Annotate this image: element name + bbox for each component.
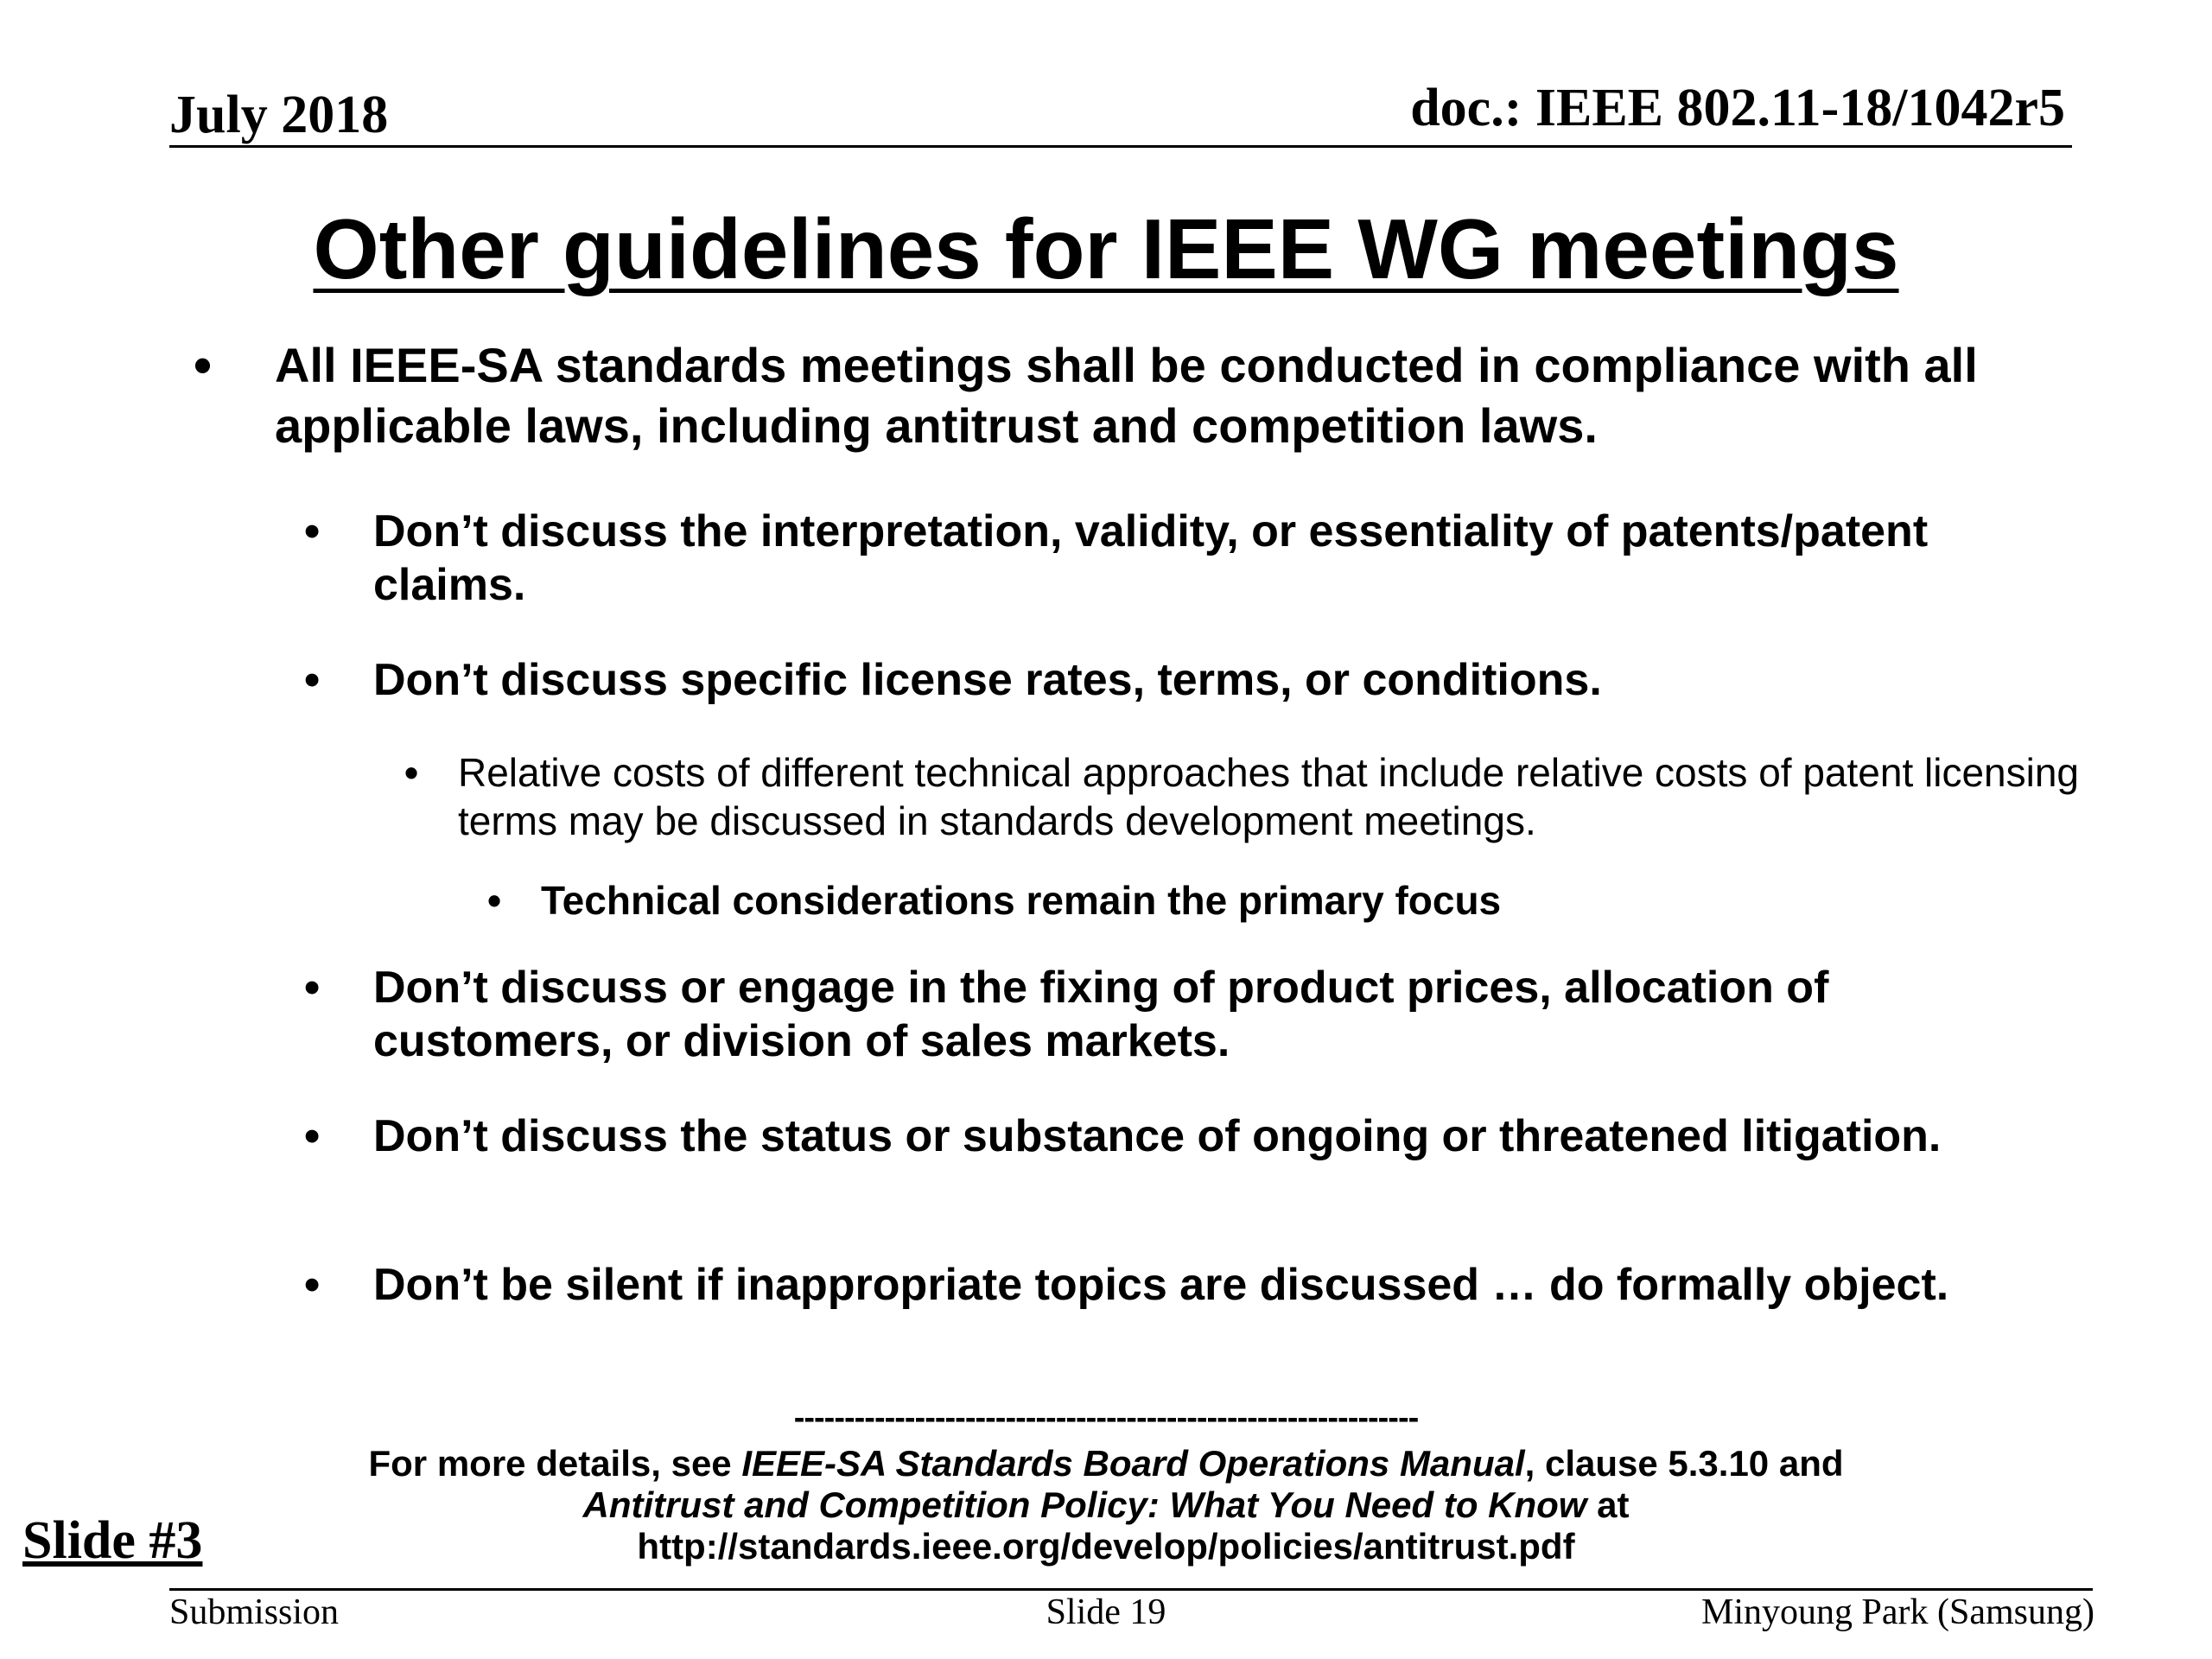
bullet-icon: • [304,1111,321,1161]
slide-number-label: Slide #3 [22,1511,203,1570]
details-prefix: For more details, see [368,1443,742,1484]
bullet-item [194,335,2037,456]
bullet-text: Don’t discuss the interpretation, validity, or essentiality of patents/patent claims. [373,506,1929,610]
bullet-icon: • [404,750,419,795]
slide-title-text: Other guidelines for IEEE WG meetings [313,201,1899,296]
bullet-item [404,748,2100,845]
footer-submission: Submission [169,1592,340,1632]
bullet-item [304,1109,2067,1163]
bullet-text: Technical considerations remain the primary focus [541,878,1502,923]
footer-rule [169,1588,2093,1591]
bullet-icon: • [487,878,502,923]
bullet-item [304,1258,2067,1312]
bullet-item [304,653,2067,707]
slide-title [0,200,2212,298]
details-line-1 [0,1443,2212,1484]
footer-slide-number: Slide 19 [1046,1592,1166,1632]
header-doc-id: doc.: IEEE 802.11-18/1042r5 [1410,79,2065,137]
bullet-item [304,505,2067,612]
header-date: July 2018 [169,86,389,144]
details-policy: Antitrust and Competition Policy: What You Need to Know [582,1484,1587,1525]
bullet-item [304,961,2067,1068]
bullet-icon: • [304,506,321,556]
details-line-2 [0,1484,2212,1526]
bullet-item [487,876,2010,925]
bullet-text: Don’t be silent if inappropriate topics are discussed … do formally object. [373,1260,1949,1310]
details-manual: IEEE-SA Standards Board Operations Manual [741,1443,1525,1484]
details-url: http://standards.ieee.org/develop/policies/antitrust.pdf [637,1526,1575,1567]
bullet-text: Relative costs of different technical approaches that include relative costs of patent licensing terms may be discussed in standards development meetings. [458,750,2080,843]
bullet-text: All IEEE-SA standards meetings shall be conducted in compliance with all applicable laws, including antitrust and competition laws. [275,338,1978,453]
bullet-icon: • [194,336,213,394]
bullet-text: Don’t discuss or engage in the fixing of product prices, allocation of customers, or division of sales markets. [373,963,1829,1066]
bullet-text: Don’t discuss specific license rates, terms, or conditions. [373,655,1602,705]
details-at: at [1586,1484,1630,1525]
details-clause: , clause 5.3.10 and [1524,1443,1844,1484]
bullet-icon: • [304,963,321,1013]
details-note [0,1443,2212,1567]
separator-dashes: -------------------------------------------------------------- [793,1400,1419,1436]
bullet-icon: • [304,655,321,705]
footer-author: Minyoung Park (Samsung) [1701,1592,2094,1632]
header-rule [169,145,2072,148]
bullet-text: Don’t discuss the status or substance of ongoing or threatened litigation. [373,1111,1942,1161]
bullet-icon: • [304,1260,321,1310]
